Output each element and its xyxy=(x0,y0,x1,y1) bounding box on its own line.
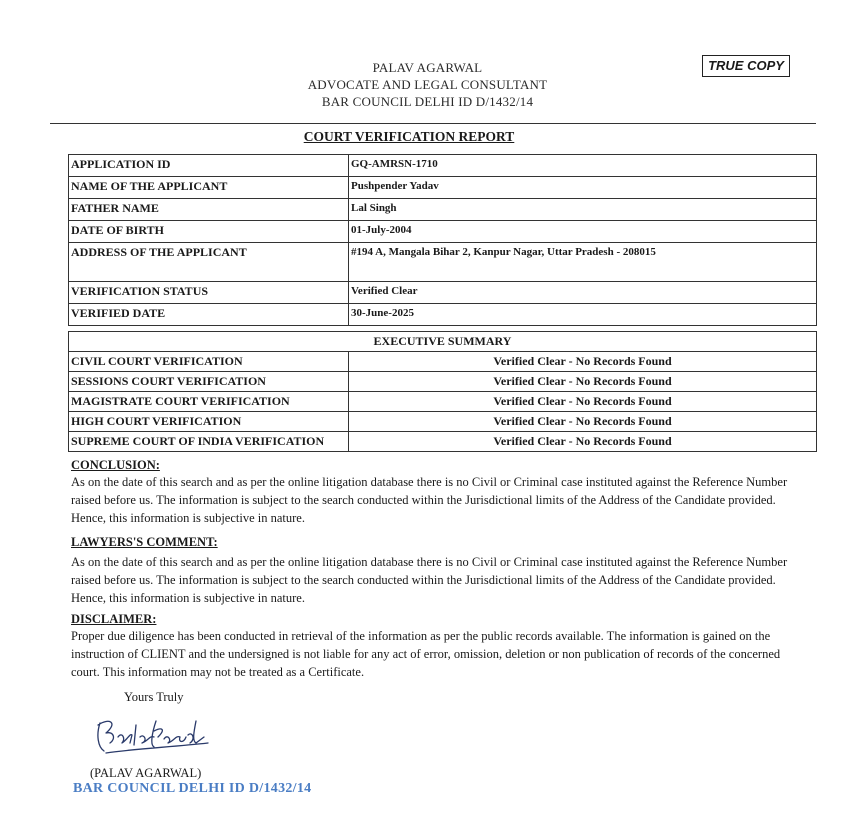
info-label: ADDRESS OF THE APPLICANT xyxy=(69,243,349,282)
applicant-info-table xyxy=(68,154,817,326)
lawyers-comment-heading: LAWYERS'S COMMENT: xyxy=(71,535,218,549)
summary-title: EXECUTIVE SUMMARY xyxy=(69,332,817,352)
summary-label: SESSIONS COURT VERIFICATION xyxy=(69,372,349,392)
info-label: FATHER NAME xyxy=(69,199,349,221)
table-row xyxy=(69,332,817,352)
bar-council-id: BAR COUNCIL DELHI ID D/1432/14 xyxy=(321,94,534,109)
summary-value: Verified Clear - No Records Found xyxy=(349,372,817,392)
footer-bar-council-id: BAR COUNCIL DELHI ID D/1432/14 xyxy=(73,781,312,796)
table-row xyxy=(69,243,817,282)
summary-label: MAGISTRATE COURT VERIFICATION xyxy=(69,392,349,412)
table-row xyxy=(69,221,817,243)
summary-label: HIGH COURT VERIFICATION xyxy=(69,412,349,432)
summary-label: CIVIL COURT VERIFICATION xyxy=(69,352,349,372)
info-value: Verified Clear xyxy=(349,282,817,304)
closing-text: Yours Truly xyxy=(124,690,184,704)
signature-icon xyxy=(92,713,212,758)
executive-summary-table xyxy=(68,331,817,452)
header-divider xyxy=(50,123,816,124)
info-value: Lal Singh xyxy=(349,199,817,221)
true-copy-stamp: TRUE COPY xyxy=(702,55,790,77)
info-label: VERIFIED DATE xyxy=(69,304,349,326)
advocate-designation: ADVOCATE AND LEGAL CONSULTANT xyxy=(307,77,548,92)
report-title: COURT VERIFICATION REPORT xyxy=(303,129,515,144)
info-label: VERIFICATION STATUS xyxy=(69,282,349,304)
info-value: #194 A, Mangala Bihar 2, Kanpur Nagar, Uttar Pradesh - 208015 xyxy=(349,243,817,282)
table-row xyxy=(69,304,817,326)
table-row xyxy=(69,412,817,432)
table-row xyxy=(69,282,817,304)
info-value: 30-June-2025 xyxy=(349,304,817,326)
signatory-name: (PALAV AGARWAL) xyxy=(90,766,202,780)
info-value: Pushpender Yadav xyxy=(349,177,817,199)
table-row xyxy=(69,155,817,177)
info-value: GQ-AMRSN-1710 xyxy=(349,155,817,177)
summary-value: Verified Clear - No Records Found xyxy=(349,412,817,432)
table-row xyxy=(69,372,817,392)
table-row xyxy=(69,199,817,221)
table-row xyxy=(69,432,817,452)
info-value: 01-July-2004 xyxy=(349,221,817,243)
table-row xyxy=(69,392,817,412)
info-label: APPLICATION ID xyxy=(69,155,349,177)
info-label: DATE OF BIRTH xyxy=(69,221,349,243)
conclusion-heading: CONCLUSION: xyxy=(71,458,160,472)
summary-label: SUPREME COURT OF INDIA VERIFICATION xyxy=(69,432,349,452)
summary-value: Verified Clear - No Records Found xyxy=(349,432,817,452)
table-row xyxy=(69,352,817,372)
summary-value: Verified Clear - No Records Found xyxy=(349,392,817,412)
lawyers-comment-text: As on the date of this search and as per the online litigation database there is no Civil or Criminal case instituted against the Reference Number raised before us. The information is subject to the search conducted within the Jurisdictional limits of the Address of the Candidate provided. Hence, this information is subjective in nature. xyxy=(71,555,788,605)
advocate-name: PALAV AGARWAL xyxy=(372,60,483,75)
table-row xyxy=(69,177,817,199)
disclaimer-heading: DISCLAIMER: xyxy=(71,612,157,626)
summary-value: Verified Clear - No Records Found xyxy=(349,352,817,372)
disclaimer-text: Proper due diligence has been conducted in retrieval of the information as per the public records available. The information is gained on the instruction of CLIENT and the undersigned is not liable for any act of error, omission, deletion or non publication of records of the concerned court. This information may not be treated as a Certificate. xyxy=(71,629,781,679)
info-label: NAME OF THE APPLICANT xyxy=(69,177,349,199)
conclusion-text: As on the date of this search and as per the online litigation database there is no Civil or Criminal case instituted against the Reference Number raised before us. The information is subject to the search conducted within the Jurisdictional limits of the Address of the Candidate provided. Hence, this information is subjective in nature. xyxy=(71,475,788,525)
